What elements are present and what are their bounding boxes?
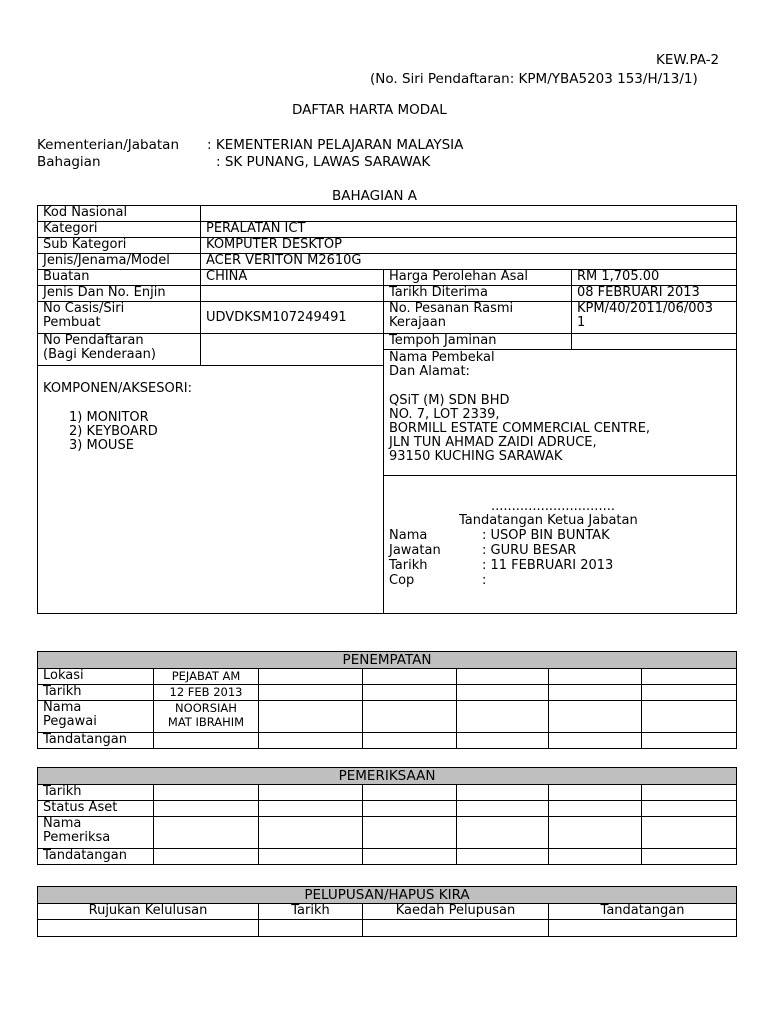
pesanan-value (572, 302, 737, 334)
pembekal-line: 93150 KUCHING SARAWAK (389, 449, 563, 464)
kategori-label: Kategori (38, 222, 201, 238)
lokasi-label: Lokasi (38, 669, 154, 685)
division-value: : SK PUNANG, LAWAS SARAWAK (216, 154, 431, 170)
penempatan-table (37, 651, 737, 749)
sub-kategori-value: KOMPUTER DESKTOP (201, 238, 737, 254)
penempatan-tandatangan-label: Tandatangan (38, 733, 154, 749)
pelupusan-tandatangan-header: Tandatangan (549, 904, 737, 920)
komponen-item: 3) MOUSE (69, 438, 134, 453)
jaminan-label: Tempoh Jaminan (384, 334, 572, 350)
pelupusan-title: PELUPUSAN/HAPUS KIRA (38, 887, 737, 904)
komponen-cell (38, 366, 384, 614)
penempatan-tarikh-label: Tarikh (38, 685, 154, 701)
serial-number: (No. Siri Pendaftaran: KPM/YBA5203 153/H/13/1) (370, 71, 698, 87)
pesanan-label-line1: No. Pesanan Rasmi (389, 301, 514, 316)
sig-cop-value: : (482, 573, 487, 588)
enjin-label: Jenis Dan No. Enjin (38, 286, 201, 302)
pembekal-cell (384, 350, 737, 476)
tarikh-diterima-value: 08 FEBRUARI 2013 (572, 286, 737, 302)
pemeriksaan-title: PEMERIKSAAN (38, 768, 737, 785)
status-aset-label: Status Aset (38, 801, 154, 817)
sig-jawatan-value: : GURU BESAR (482, 543, 577, 558)
signature-caption: Tandatangan Ketua Jabatan (459, 513, 638, 528)
pesanan-value-line2: 1 (577, 315, 586, 330)
ministry-label: Kementerian/Jabatan (37, 137, 179, 153)
tarikh-diterima-label: Tarikh Diterima (384, 286, 572, 302)
nama-pemeriksa-label-line1: Nama (43, 816, 82, 831)
pesanan-value-line1: KPM/40/2011/06/003 (577, 301, 714, 316)
pelupusan-table (37, 886, 737, 937)
penempatan-tarikh-value: 12 FEB 2013 (154, 685, 259, 701)
pembekal-label-line2: Dan Alamat: (389, 364, 470, 379)
jaminan-value (572, 334, 737, 350)
nama-pegawai-value (154, 701, 259, 733)
signature-dots: .............................. (491, 499, 615, 514)
pembekal-line: JLN TUN AHMAD ZAIDI ADRUCE, (389, 435, 597, 450)
pemeriksaan-table (37, 767, 737, 865)
pendaftaran-value (201, 334, 384, 366)
pelupusan-row-cell (549, 920, 737, 937)
sig-cop-label: Cop (389, 573, 415, 588)
sig-tarikh-label: Tarikh (389, 558, 428, 573)
pembekal-line: BORMILL ESTATE COMMERCIAL CENTRE, (389, 421, 651, 436)
section-a-table (37, 205, 737, 614)
nama-pemeriksa-label-line2: Pemeriksa (43, 830, 111, 845)
sig-nama-value: : USOP BIN BUNTAK (482, 528, 610, 543)
buatan-value: CHINA (201, 270, 384, 286)
pendaftaran-label-line2: (Bagi Kenderaan) (43, 347, 156, 362)
kod-nasional-label: Kod Nasional (38, 206, 201, 222)
nama-pemeriksa-label (38, 817, 154, 849)
division-label: Bahagian (37, 154, 101, 170)
casis-value: UDVDKSM107249491 (201, 302, 384, 334)
pelupusan-tarikh-header: Tarikh (259, 904, 363, 920)
section-a-title: BAHAGIAN A (332, 188, 417, 204)
pesanan-label-line2: Kerajaan (389, 315, 446, 330)
pendaftaran-label-line1: No Pendaftaran (43, 333, 144, 348)
casis-label-line2: Pembuat (43, 315, 101, 330)
pesanan-label (384, 302, 572, 334)
pembekal-label-line1: Nama Pembekal (389, 350, 495, 365)
pendaftaran-label (38, 334, 201, 366)
buatan-label: Buatan (38, 270, 201, 286)
document-title: DAFTAR HARTA MODAL (292, 102, 447, 118)
harga-label: Harga Perolehan Asal (384, 270, 572, 286)
pemeriksaan-tandatangan-label: Tandatangan (38, 849, 154, 865)
harga-value: RM 1,705.00 (572, 270, 737, 286)
form-code: KEW.PA-2 (656, 52, 720, 68)
nama-pegawai-label (38, 701, 154, 733)
model-value: ACER VERITON M2610G (201, 254, 737, 270)
sub-kategori-label: Sub Kategori (38, 238, 201, 254)
sig-nama-label: Nama (389, 528, 428, 543)
rujukan-kelulusan-header: Rujukan Kelulusan (38, 904, 259, 920)
kod-nasional-value (201, 206, 737, 222)
nama-pegawai-label-line1: Nama (43, 700, 82, 715)
pelupusan-row-cell (259, 920, 363, 937)
sig-jawatan-label: Jawatan (389, 543, 441, 558)
komponen-label: KOMPONEN/AKSESORI: (43, 381, 192, 396)
model-label: Jenis/Jenama/Model (38, 254, 201, 270)
enjin-value (201, 286, 384, 302)
signature-cell (384, 476, 737, 614)
sig-tarikh-value: : 11 FEBRUARI 2013 (482, 558, 614, 573)
penempatan-title: PENEMPATAN (38, 652, 737, 669)
komponen-item: 2) KEYBOARD (69, 424, 158, 439)
komponen-item: 1) MONITOR (69, 410, 149, 425)
pelupusan-row-cell (363, 920, 549, 937)
nama-pegawai-value-line2: MAT IBRAHIM (167, 715, 245, 729)
ministry-value: : KEMENTERIAN PELAJARAN MALAYSIA (207, 137, 464, 153)
pemeriksaan-tarikh-label: Tarikh (38, 785, 154, 801)
nama-pegawai-label-line2: Pegawai (43, 714, 97, 729)
pembekal-line: NO. 7, LOT 2339, (389, 407, 500, 422)
casis-label-line1: No Casis/Siri (43, 301, 125, 316)
casis-label (38, 302, 201, 334)
pelupusan-row-cell (38, 920, 259, 937)
kaedah-pelupusan-header: Kaedah Pelupusan (363, 904, 549, 920)
nama-pegawai-value-line1: NOORSIAH (175, 701, 237, 715)
kategori-value: PERALATAN ICT (201, 222, 737, 238)
lokasi-value: PEJABAT AM (154, 669, 259, 685)
pembekal-line: QSiT (M) SDN BHD (389, 393, 510, 408)
